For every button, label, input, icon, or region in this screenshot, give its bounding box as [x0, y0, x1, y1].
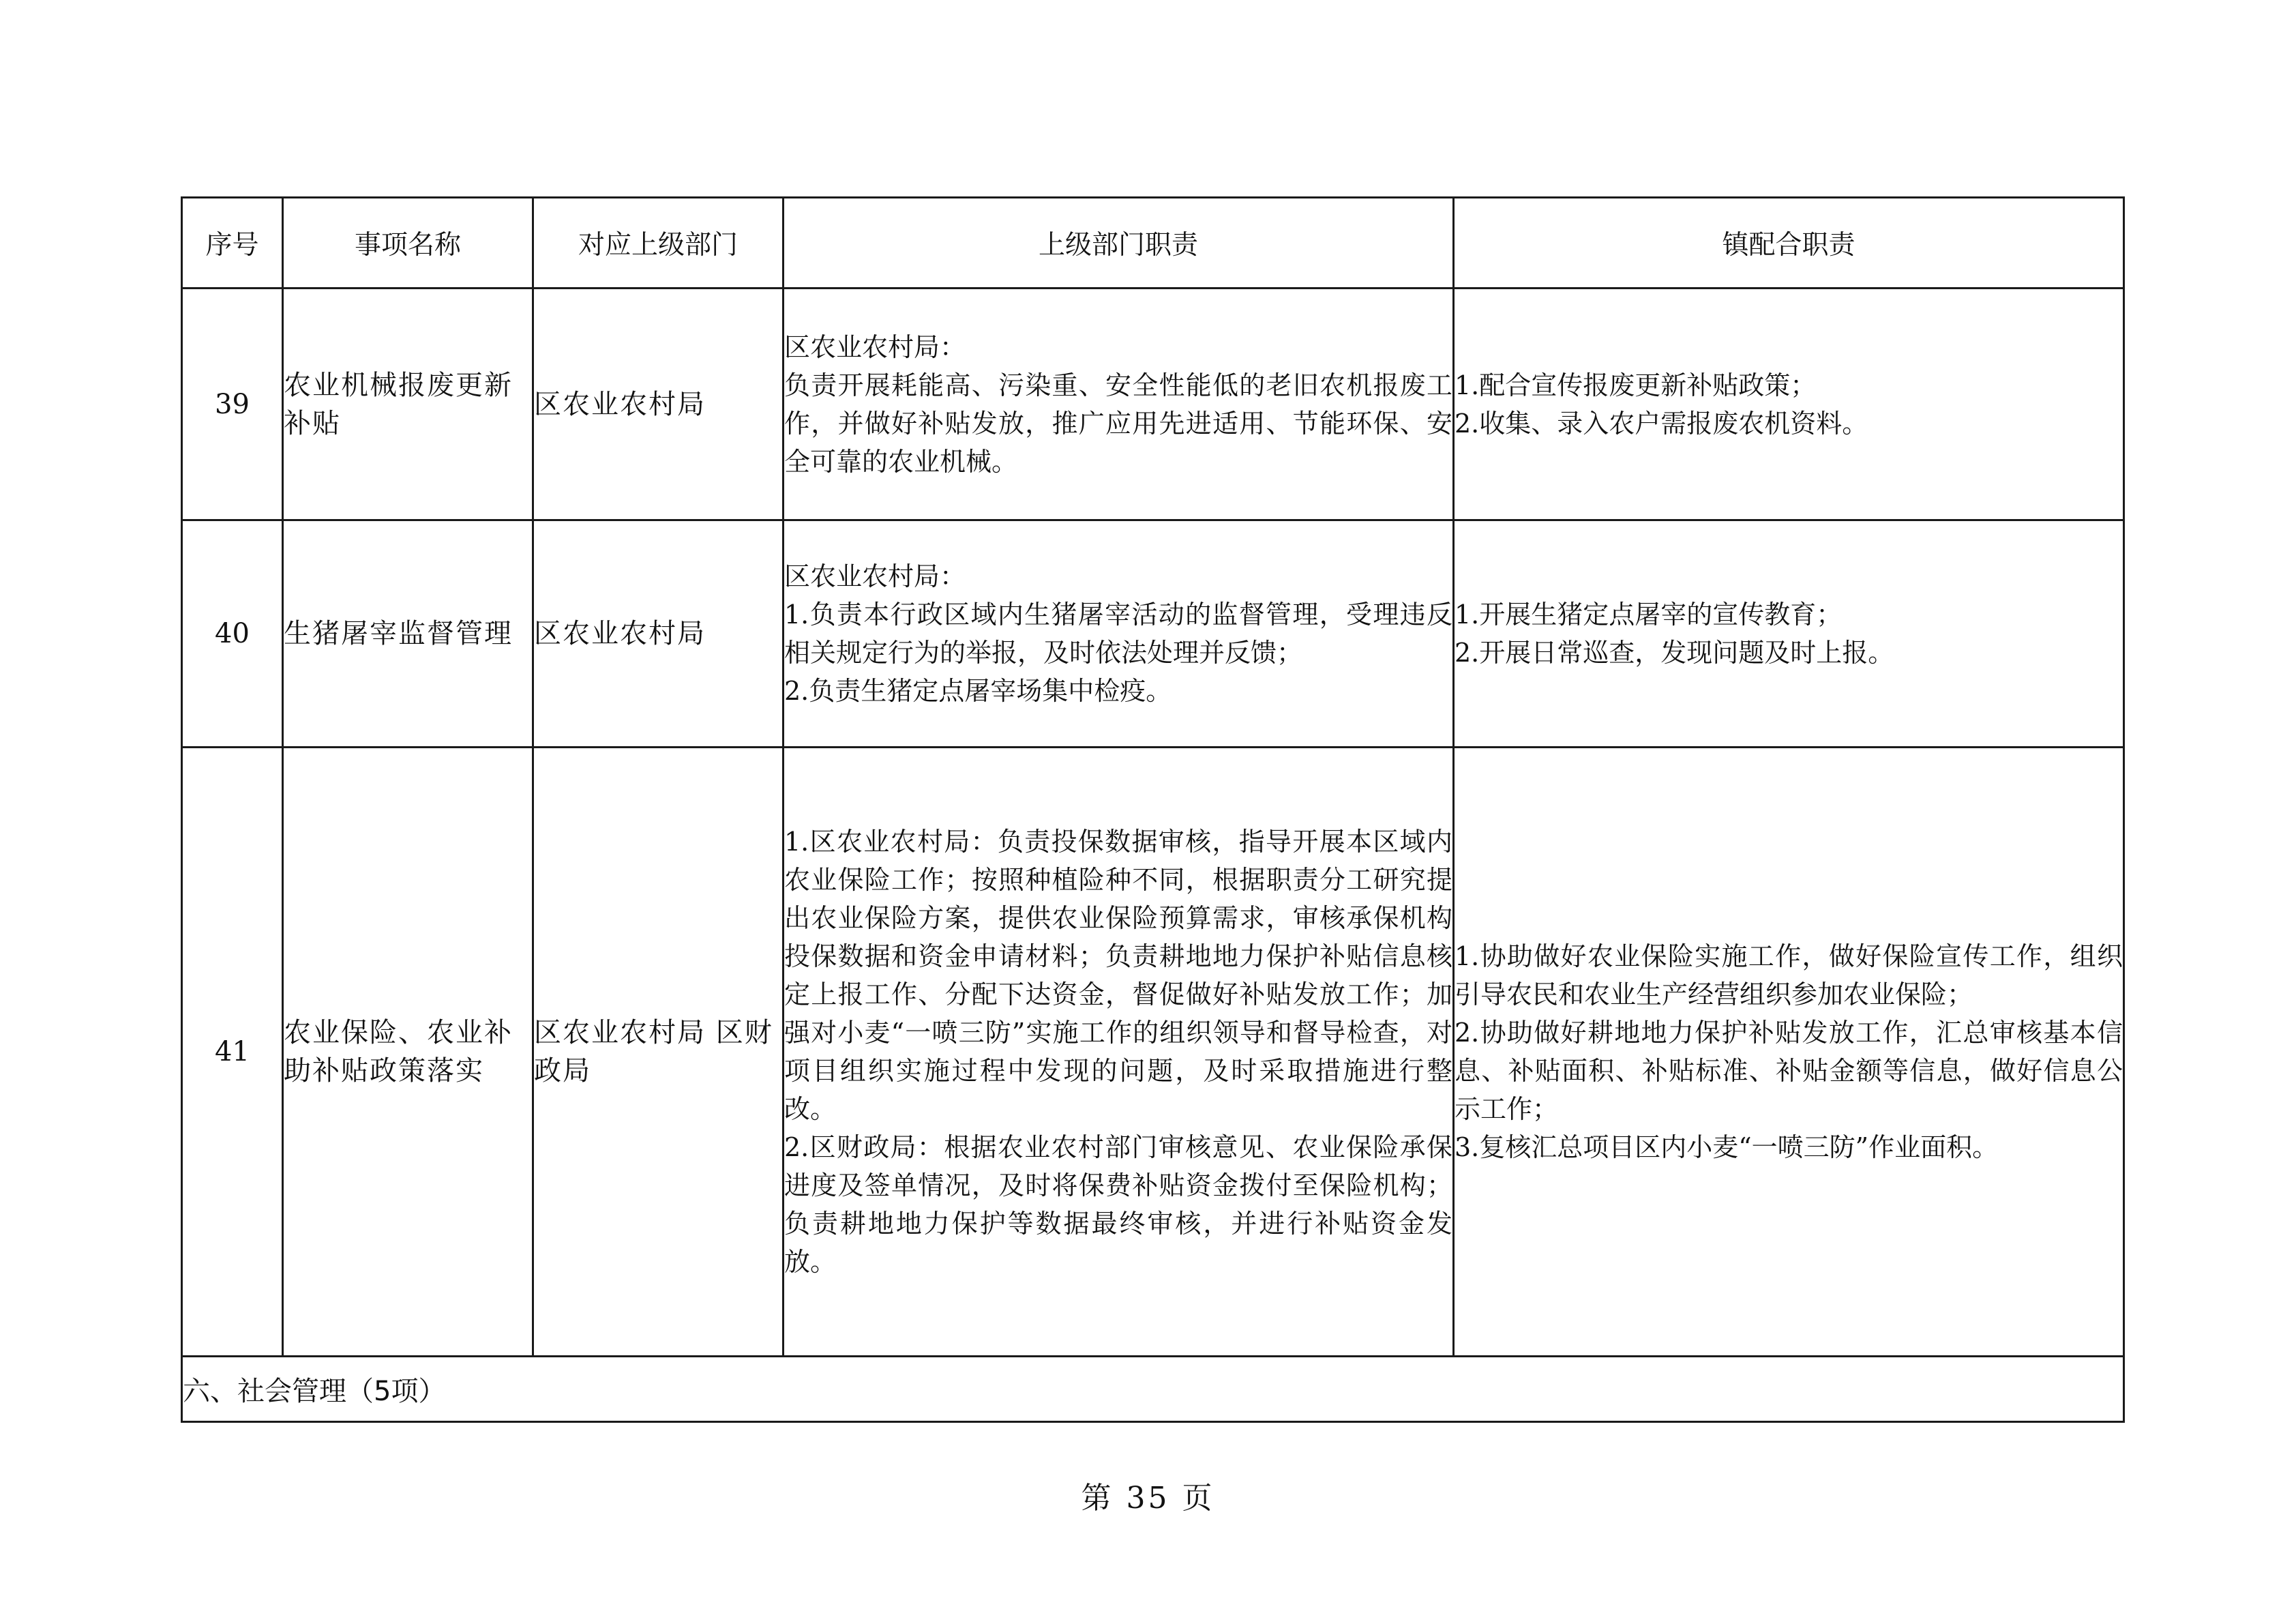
town-duty-line: 1.协助做好农业保险实施工作，做好保险宣传工作，组织引导农民和农业生产经营组织参加农业保险；	[1455, 941, 2123, 1009]
row-number: 41	[182, 748, 283, 1357]
upper-duty-line: 1.负责本行政区域内生猪屠宰活动的监督管理，受理违反相关规定行为的举报，及时依法处理并反馈；	[784, 600, 1452, 668]
item-name: 生猪屠宰监督管理	[283, 520, 533, 748]
section-row	[182, 1357, 2124, 1422]
upper-duties	[784, 520, 1454, 748]
upper-duties	[784, 748, 1454, 1357]
section-title: 六、社会管理（5项）	[182, 1357, 2124, 1422]
upper-department: 区农业农村局 区财政局	[533, 748, 784, 1357]
upper-department: 区农业农村局	[533, 289, 784, 520]
row-number: 39	[182, 289, 283, 520]
upper-duty-line: 区农业农村局：	[784, 331, 966, 362]
upper-duty-line: 2.负责生猪定点屠宰场集中检疫。	[784, 676, 1172, 706]
town-duty-line: 2.协助做好耕地地力保护补贴发放工作，汇总审核基本信息、补贴面积、补贴标准、补贴金额等信息，做好信息公示工作；	[1455, 1018, 2123, 1124]
town-duty-line: 1.配合宣传报废更新补贴政策；	[1455, 370, 1817, 400]
upper-duty-line: 负责开展耗能高、污染重、安全性能低的老旧农机报废工作，并做好补贴发放，推广应用先进适用、节能环保、安全可靠的农业机械。	[784, 370, 1452, 477]
town-duty-line: 1.开展生猪定点屠宰的宣传教育；	[1455, 600, 1843, 630]
town-duty-line: 3.复核汇总项目区内小麦“一喷三防”作业面积。	[1455, 1132, 1999, 1162]
item-name: 农业机械报废更新补贴	[283, 289, 533, 520]
header-upper-dept: 对应上级部门	[533, 198, 784, 289]
duties-table-container	[181, 196, 2123, 1423]
header-item-name: 事项名称	[283, 198, 533, 289]
table-header-row	[182, 198, 2124, 289]
row-number: 40	[182, 520, 283, 748]
town-duties	[1454, 748, 2124, 1357]
page-number: 第 35 页	[1081, 1481, 1215, 1516]
header-no: 序号	[182, 198, 283, 289]
header-town-duties: 镇配合职责	[1454, 198, 2124, 289]
table-row	[182, 289, 2124, 520]
upper-duty-line: 1.区农业农村局：负责投保数据审核，指导开展本区域内农业保险工作；按照种植险种不同，根据职责分工研究提出农业保险方案，提供农业保险预算需求，审核承保机构投保数据和资金申请材料；负责耕地地力保护补贴信息核定上报工作、分配下达资金，督促做好补贴发放工作；加强对小麦“一喷三防”实施工作的组织领导和督导检查，对项目组织实施过程中发现的问题，及时采取措施进行整改。	[784, 827, 1452, 1124]
upper-duty-line: 2.区财政局：根据农业农村部门审核意见、农业保险承保进度及签单情况，及时将保费补贴资金拨付至保险机构；负责耕地地力保护等数据最终审核，并进行补贴资金发放。	[784, 1132, 1452, 1277]
upper-duties	[784, 289, 1454, 520]
table-row	[182, 748, 2124, 1357]
town-duty-line: 2.收集、录入农户需报废农机资料。	[1455, 408, 1868, 439]
upper-department: 区农业农村局	[533, 520, 784, 748]
header-upper-duties: 上级部门职责	[784, 198, 1454, 289]
town-duty-line: 2.开展日常巡查，发现问题及时上报。	[1455, 638, 1894, 668]
town-duties	[1454, 289, 2124, 520]
town-duties	[1454, 520, 2124, 748]
duties-table	[181, 196, 2125, 1423]
upper-duty-line: 区农业农村局：	[784, 561, 966, 591]
table-row	[182, 520, 2124, 748]
item-name: 农业保险、农业补助补贴政策落实	[283, 748, 533, 1357]
